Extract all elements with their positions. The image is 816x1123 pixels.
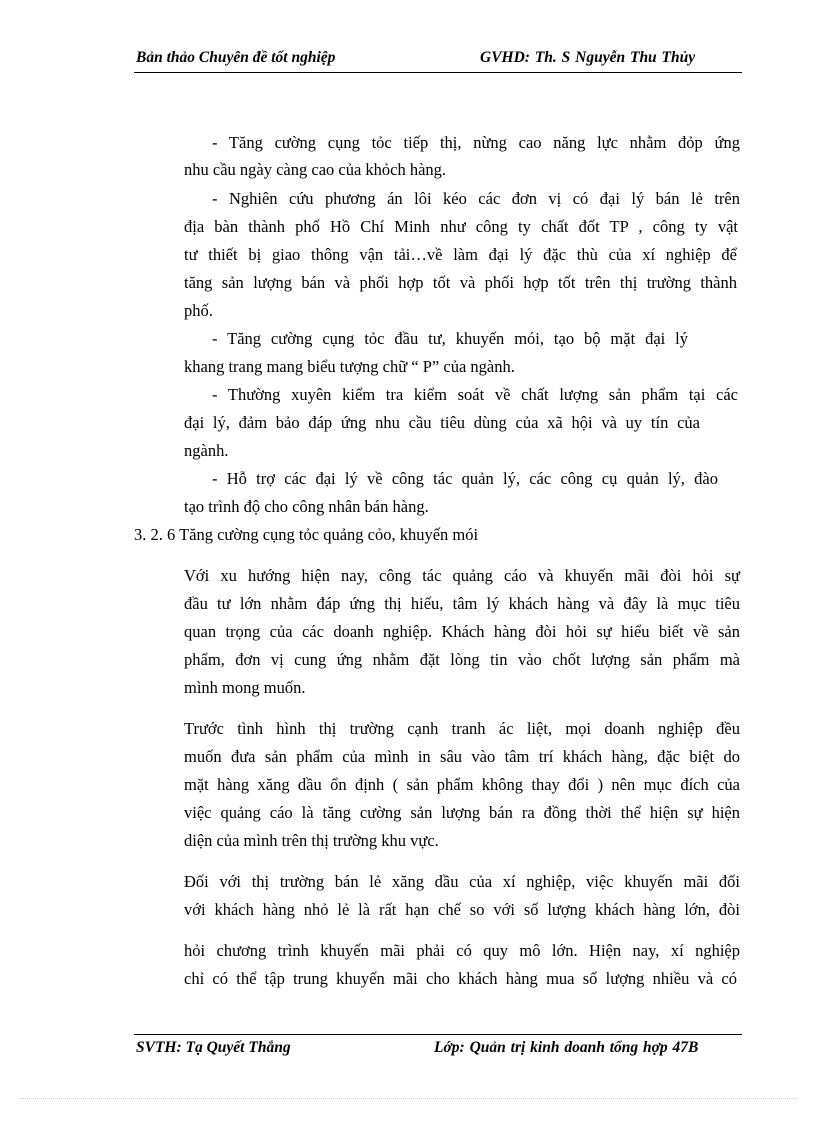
page-bottom-divider xyxy=(20,1098,796,1099)
text-line: tư thiết bị giao thông vận tải…về làm đại lý đặc thù của xí nghiệp để xyxy=(184,245,737,264)
text-line: đại lý, đảm bảo đáp ứng nhu cầu tiêu dùng của xã hội và uy tín của xyxy=(184,413,700,432)
page-footer xyxy=(134,1034,742,1056)
text-line: tăng sản lượng bán và phối hợp tốt và phối hợp tốt trên thị trường thành xyxy=(184,273,737,292)
header-supervisor: GVHD: Th. S Nguyễn Thu Thủy xyxy=(480,49,696,66)
text-line: tạo trình độ cho công nhân bán hàng. xyxy=(184,497,429,516)
text-line: - Hỗ trợ các đại lý về công tác quản lý, các công cụ quản lý, đào xyxy=(212,469,718,488)
text-line: mặt hàng xăng dầu ổn định ( sản phẩm không thay đổi ) nên mục đích của xyxy=(184,775,740,794)
text-line: diện của mình trên thị trường khu vực. xyxy=(184,831,439,850)
text-line: việc quảng cáo là tăng cường sản lượng bán ra đồng thời thể hiện sự hiện xyxy=(184,803,740,822)
text-line: - Tăng cường cụng tỏc tiếp thị, nừng cao năng lực nhằm đỏp ứng xyxy=(212,133,740,152)
text-line: muốn đưa sản phẩm của mình in sâu vào tâm trí khách hàng, đặc biệt do xyxy=(184,747,740,766)
text-line: Với xu hướng hiện nay, công tác quảng cáo và khuyến mãi đòi hỏi sự xyxy=(184,566,740,585)
text-line: với khách hàng nhỏ lẻ là rất hạn chế so với số lượng khách hàng lớn, đòi xyxy=(184,900,740,919)
text-line: - Thường xuyên kiểm tra kiểm soát về chất lượng sản phẩm tại các xyxy=(212,385,738,404)
text-line: - Nghiên cứu phương án lôi kéo các đơn vị có đại lý bán lẻ trên xyxy=(212,189,740,208)
text-line: Đối với thị trường bán lẻ xăng dầu của xí nghiệp, việc khuyến mãi đối xyxy=(184,872,740,891)
text-line: khang trang mang biểu tượng chữ “ P” của ngành. xyxy=(184,357,515,376)
text-line: nhu cầu ngày càng cao của khỏch hàng. xyxy=(184,160,447,179)
text-line: đầu tư lớn nhằm đáp ứng thị hiếu, tâm lý khách hàng và đây là mục tiêu xyxy=(184,594,740,613)
header-document-title: Bản thảo Chuyên đề tốt nghiệp xyxy=(136,49,336,66)
text-line: mình mong muốn. xyxy=(184,678,306,697)
text-line: hỏi chương trình khuyến mãi phải có quy mô lớn. Hiện nay, xí nghiệp xyxy=(184,941,740,960)
footer-class-name: Lớp: Quản trị kinh doanh tổng hợp 47B xyxy=(434,1039,699,1056)
text-line: Trước tình hình thị trường cạnh tranh ác liệt, mọi doanh nghiệp đều xyxy=(184,719,740,738)
section-heading: 3. 2. 6 Tăng cường cụng tỏc quảng cỏo, khuyến mói xyxy=(134,525,479,544)
text-line: địa bàn thành phố Hồ Chí Minh như công ty chất đốt TP , công ty vật xyxy=(184,217,738,236)
text-line: ngành. xyxy=(184,441,229,460)
text-line: phố. xyxy=(184,301,213,320)
text-line: chỉ có thể tập trung khuyến mãi cho khách hàng mua số lượng nhiều và có xyxy=(184,969,737,988)
text-line: quan trọng của các doanh nghiệp. Khách hàng đòi hỏi sự hiểu biết về sản xyxy=(184,622,740,641)
page-header xyxy=(134,48,742,73)
footer-student-name: SVTH: Tạ Quyết Thắng xyxy=(136,1039,291,1056)
text-line: - Tăng cường cụng tỏc đầu tư, khuyến mói, tạo bộ mặt đại lý xyxy=(212,329,688,348)
text-line: phẩm, đơn vị cung ứng nhằm đặt lòng tin vào chốt lượng sản phẩm mà xyxy=(184,650,740,669)
